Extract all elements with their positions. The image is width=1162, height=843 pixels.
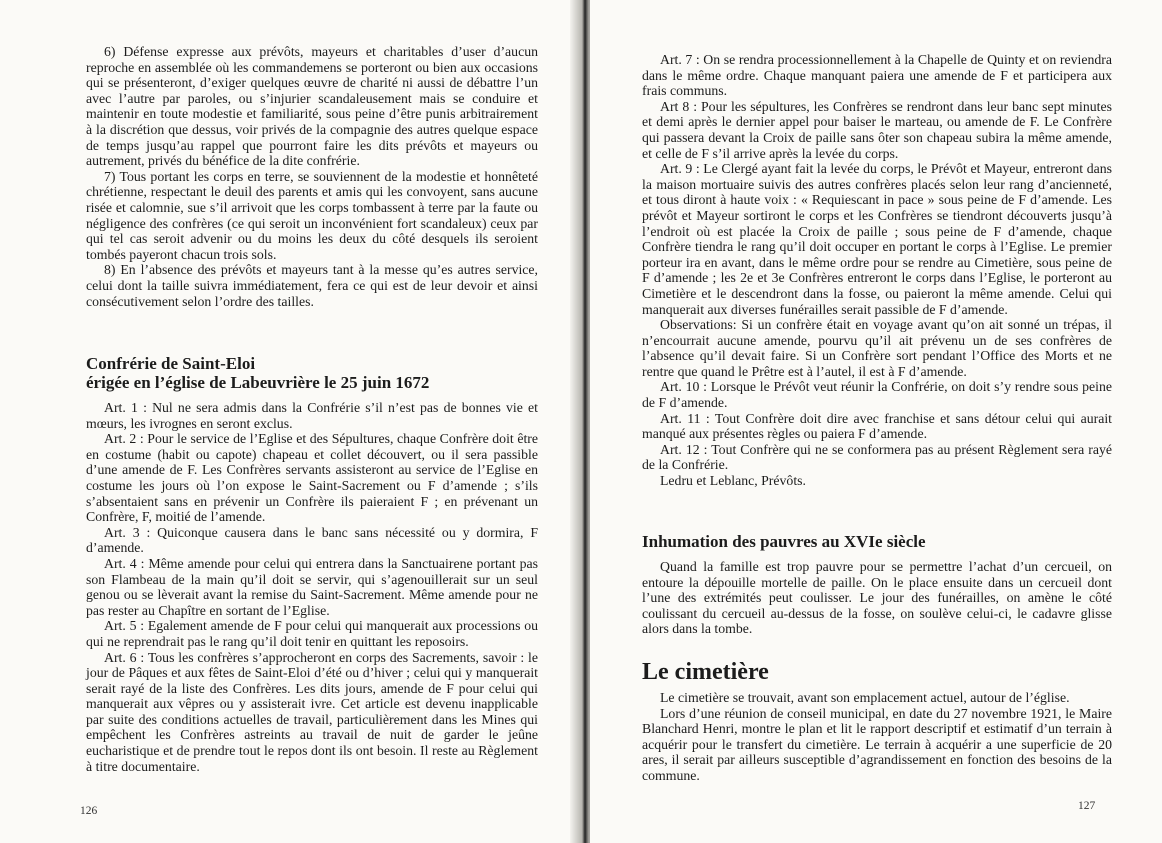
inhumation-title: Inhumation des pauvres au XVIe siècle bbox=[642, 532, 926, 551]
right-page bbox=[590, 0, 1162, 843]
article-5: Art. 5 : Egalement amende de F pour celui qui manquerait aux processions ou qui ne reprendrait pas le rang qu’il doit tenir en quittant les reposoirs. bbox=[86, 618, 538, 649]
cimetiere-title: Le cimetière bbox=[642, 659, 769, 685]
cimetiere-section bbox=[642, 658, 1112, 784]
rule-6: 6) Défense expresse aux prévôts, mayeurs et charitables d’user d’aucun reproche en assemblée où les commandemens se porteront ou bien aux occasions qui se présenteront, d’exiger quelques œuvre de charité ni aussi de débattre l’un avec l’autre par paroles, ou s’injurier scandaleusement mais se conduire et maintenir en toute modestie et familiarité, sous peine d’être punis arbitrairement à la discrétion que dessus, voir privés de la compagnie des autres quelque espace de temps jusqu’au rappel que pourront faire les dits prévôts et mayeurs ou autrement, privés du bénéfice de la dite confrérie. bbox=[86, 44, 538, 169]
article-10: Art. 10 : Lorsque le Prévôt veut réunir la Confrérie, on doit s’y rendre sous peine de F d’amende. bbox=[642, 379, 1112, 411]
article-7: Art. 7 : On se rendra processionnellement à la Chapelle de Quinty et on reviendra dans le même ordre. Chaque manquant paiera une amende de F et participera aux frais communs. bbox=[642, 52, 1112, 99]
cimetiere-para-1: Le cimetière se trouvait, avant son emplacement actuel, autour de l’église. bbox=[660, 690, 1070, 705]
signature: Ledru et Leblanc, Prévôts. bbox=[660, 473, 806, 489]
left-articles-block bbox=[86, 400, 538, 774]
article-8: Art 8 : Pour les sépultures, les Confrères se rendront dans leur banc sept minutes et demi après le dernier appel pour baiser le marteau, ou amende de F. Le Confrère qui passera devant la Croix de paille sans ôter son chapeau subira la même amende, et celle de F s’il arrive après la levée du corps. bbox=[642, 98, 1112, 161]
rule-8: 8) En l’absence des prévôts et mayeurs tant à la messe qu’es autres service, celui dont la taille suivra immédiatement, fera ce qui est de leur devoir et ainsi consécutivement selon l’ordre des tailles. bbox=[86, 262, 538, 309]
article-2: Art. 2 : Pour le service de l’Eglise et des Sépultures, chaque Confrère doit être en costume (habit ou capote) chapeau et collet découvert, ou il sera passible d’une amende de F. Les Confrères servants assisteront au service de l’Eglise en costume les jours où l’on expose le Saint-Sacrement ou F d’amende ; s’ils s’absentaient sans en prévenir un Confrère ils paieraient F ; en prévenant un Confrère, F, moitié de l’amende. bbox=[86, 431, 538, 525]
article-4: Art. 4 : Même amende pour celui qui entrera dans la Sanctuairene portant pas son Flambeau de la main qu’il doit se servir, qui s’agenouillerait sur un seul genou ou se lèverait avant la remise du Saint-Sacrement. Même amende pour ne pas rester au Chapître en sortant de l’Eglise. bbox=[86, 555, 538, 618]
inhumation-section bbox=[642, 532, 1112, 637]
confrerie-subtitle: érigée en l’église de Labeuvrière le 25 juin 1672 bbox=[86, 373, 430, 392]
inhumation-text: Quand la famille est trop pauvre pour se permettre l’achat d’un cercueil, on entoure la dépouille mortelle de paille. On le place ensuite dans un cercueil dont l’une des extrémités peut coulisser. Le jour des funérailles, on amène le côté coulissant du cercueil au-dessus de la fosse, on soulève celui-ci, le cadavre glisse alors dans la tombe. bbox=[642, 559, 1112, 637]
page-number-right: 127 bbox=[1078, 800, 1096, 812]
rule-7: 7) Tous portant les corps en terre, se souviennent de la modestie et honnêteté chrétienne, respectant le deuil des parents et amis qui les convoyent, sans aucune risée et calomnie, sue s’il arrivoit que les corps tombassent à terre par la faute ou négligence des confrères (ce qui seroit un inconvénient fort scandaleux) ceux par qui tel cas seroit advenir ou du moins les deux du côté desquels ils seroient tombés payeront chacun trois sols. bbox=[86, 168, 538, 262]
confrerie-title: Confrérie de Saint-Eloi bbox=[86, 354, 256, 373]
right-articles-block bbox=[642, 52, 1112, 489]
article-9: Art. 9 : Le Clergé ayant fait la levée du corps, le Prévôt et Mayeur, entreront dans la maison mortuaire suivis des autres confrères placés selon leur rang d’ancienneté, et tous diront à haute voix : « Requiescant in pace » sous peine de F d’amende. Les prévôt et Mayeur sortiront le corps et les Confrères se tiendront découverts jusqu’à l’endroit où est placée la Croix de paille ; sous peine de F d’amende, chaque Confrère tiendra le rang qu’il doit occuper en portant le corps à l’Eglise. Le premier porteur ira en avant, dans le même ordre pour se rendre au Cimetière, sous peine de F d’amende ; les 2e et 3e Confrères entreront le corps dans l’Eglise, le porteront au Cimetière et le descendront dans la fosse, ou paieront la même amende. Celui qui manquerait aux diverses funérailles serait passible de F d’amende. bbox=[642, 161, 1112, 317]
cimetiere-para-2: Lors d’une réunion de conseil municipal, en date du 27 novembre 1921, le Maire Blanchard Henri, montre le plan et lit le rapport descriptif et estimatif d’un terrain à acquérir pour le transfert du cimetière. Le terrain à acquérir a une superficie de 20 ares, il serait par ailleurs susceptible d’agrandissement en fonction des besoins de la commune. bbox=[642, 705, 1112, 783]
left-rules-block bbox=[86, 44, 538, 309]
observations: Observations: Si un confrère était en voyage avant qu’on ait sonné un trépas, il n’encourrait aucune amende, pourvu qu’il ait prévenu un de ses confrères de l’absence qu’il devait faire. Si un Confrère sort pendant l’Office des Morts et ne rentre que quand le Prêtre est à l’autel, il est à F d’amende. bbox=[642, 317, 1112, 379]
confrerie-heading bbox=[86, 354, 538, 392]
article-12: Art. 12 : Tout Confrère qui ne se conformera pas au présent Règlement sera rayé de la Confrérie. bbox=[642, 441, 1112, 473]
article-3: Art. 3 : Quiconque causera dans le banc sans nécessité ou y dormira, F d’amende. bbox=[86, 524, 538, 556]
article-11: Art. 11 : Tout Confrère doit dire avec franchise et sans détour celui qui aurait manqué aux présentes règles ou paiera F d’amende. bbox=[642, 410, 1112, 442]
article-1: Art. 1 : Nul ne sera admis dans la Confrérie s’il n’est pas de bonnes vie et mœurs, les ivrognes en seront exclus. bbox=[86, 400, 538, 431]
page-number-left: 126 bbox=[80, 805, 98, 817]
article-6: Art. 6 : Tous les confrères s’approcheront en corps des Sacrements, savoir : le jour de Pâques et aux fêtes de Saint-Eloi d’été ou d’hiver ; celui qui y manquerait serait rayé de la liste des Confrères. Les dits jours, amende de F pour celui qui manquerait aux vêpres ou y assisterait ivre. Cet article est devenu inapplicable par suite des conditions actuelles de travail, particulièrement dans les Mines qui empêchent les Confrères astreints au travail de nuit de garder le jeûne eucharistique et de prendre tout le repos dont ils ont besoin. Il reste au Règlement à titre documentaire. bbox=[86, 649, 538, 774]
